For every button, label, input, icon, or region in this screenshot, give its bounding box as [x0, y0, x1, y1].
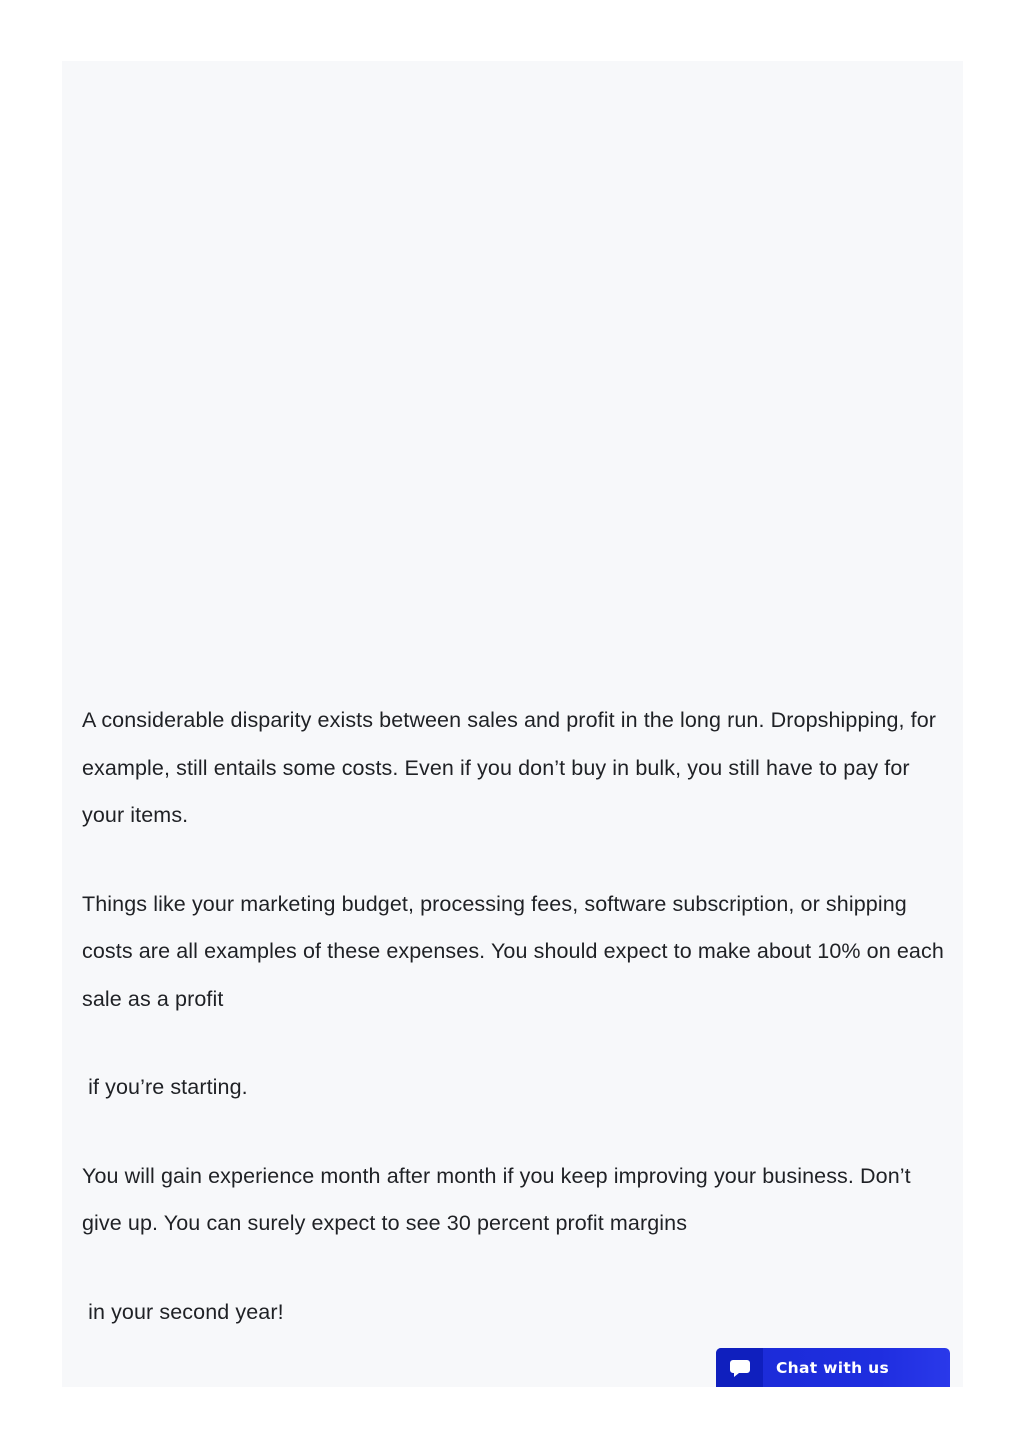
paragraph-expenses: Things like your marketing budget, processing fees, software subscription, or shipping costs are all examples of these expenses. You should expect to make about 10% on each sale as a profit — [82, 891, 950, 1011]
chat-bubble-icon — [716, 1348, 763, 1387]
article-body — [82, 697, 952, 1377]
content-panel — [62, 61, 963, 1387]
paragraph-second-year: in your second year! — [82, 1299, 284, 1324]
paragraph-sales-vs-profit: A considerable disparity exists between sales and profit in the long run. Dropshipping, for example, still entails some costs. Even if you don’t buy in bulk, you still have to pay for your items. — [82, 708, 943, 827]
chat-label: Chat with us — [776, 1358, 890, 1377]
paragraph-experience: You will gain experience month after month if you keep improving your business. Don’t give up. You can surely expect to see 30 percent profit margins — [82, 1163, 917, 1235]
chat-with-us-button[interactable] — [716, 1348, 950, 1387]
paragraph-starting: if you’re starting. — [82, 1075, 248, 1099]
